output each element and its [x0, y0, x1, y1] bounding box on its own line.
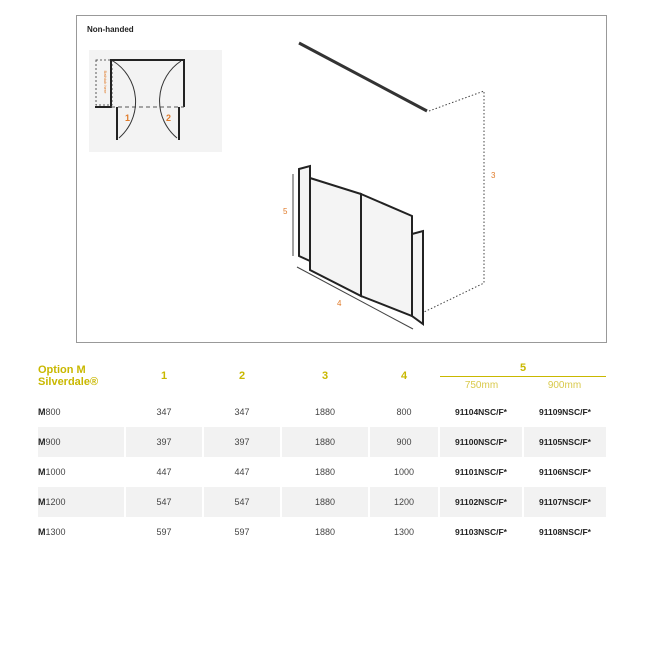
cell-c4: 900: [370, 427, 438, 457]
table-row: [38, 397, 606, 427]
code-750: 91102NSC/F*: [440, 487, 522, 517]
cell-c2: 397: [204, 427, 280, 457]
plan-note: Bathtub here: [103, 70, 108, 94]
col-1-header: 1: [160, 370, 168, 382]
dim-3: 3: [491, 171, 496, 180]
row-label: M1200: [38, 487, 124, 517]
cell-c4: 1300: [393, 527, 415, 537]
cell-c3: 1880: [314, 527, 336, 537]
cell-c2: 597: [234, 527, 250, 537]
cell-c4: 1200: [370, 487, 438, 517]
dim-5: 5: [283, 207, 288, 216]
cell-c1: 397: [126, 427, 202, 457]
code-900: 91108NSC/F*: [539, 527, 591, 537]
row-label: M800: [38, 407, 61, 417]
option-header: Option M Silverdale®: [38, 364, 99, 388]
cell-c2: 547: [204, 487, 280, 517]
code-750: 91103NSC/F*: [455, 527, 507, 537]
table-row: [38, 517, 606, 547]
cell-c1: 347: [156, 407, 172, 417]
row-label: M1300: [38, 527, 66, 537]
cell-c2: 447: [234, 467, 250, 477]
code-900: 91105NSC/F*: [524, 427, 606, 457]
table-row: [38, 427, 606, 457]
plan-view: [89, 50, 222, 152]
cell-c3: 1880: [314, 467, 336, 477]
cell-c3: 1880: [282, 427, 368, 457]
diagram-frame: [76, 15, 607, 343]
cell-c1: 447: [156, 467, 172, 477]
table-row: [38, 487, 606, 517]
plan-label-1: 1: [125, 113, 131, 123]
cell-c3: 1880: [314, 407, 336, 417]
cell-c1: 547: [126, 487, 202, 517]
dim-4: 4: [337, 299, 342, 308]
code-900: 91107NSC/F*: [524, 487, 606, 517]
col-5-header: 5 750mm 900mm: [440, 355, 606, 397]
col-2-header: 2: [238, 370, 246, 382]
cell-c2: 347: [234, 407, 250, 417]
row-label: M1000: [38, 467, 66, 477]
code-900: 91109NSC/F*: [539, 407, 591, 417]
screen: [299, 166, 423, 324]
col-3-header: 3: [321, 370, 329, 382]
code-750: 91104NSC/F*: [455, 407, 507, 417]
code-750: 91100NSC/F*: [440, 427, 522, 457]
diagram-title: Non-handed: [87, 25, 134, 34]
rail: [299, 43, 427, 111]
cell-c4: 1000: [393, 467, 415, 477]
code-900: 91106NSC/F*: [539, 467, 591, 477]
plan-label-2: 2: [166, 113, 172, 123]
col-4-header: 4: [400, 370, 408, 382]
row-label: M900: [38, 427, 124, 457]
table-row: [38, 457, 606, 487]
cell-c4: 800: [396, 407, 412, 417]
cell-c1: 597: [156, 527, 172, 537]
shower-screen-diagram: [77, 16, 608, 344]
cell-c3: 1880: [282, 487, 368, 517]
dimensions-table: [36, 355, 608, 547]
code-750: 91101NSC/F*: [455, 467, 507, 477]
